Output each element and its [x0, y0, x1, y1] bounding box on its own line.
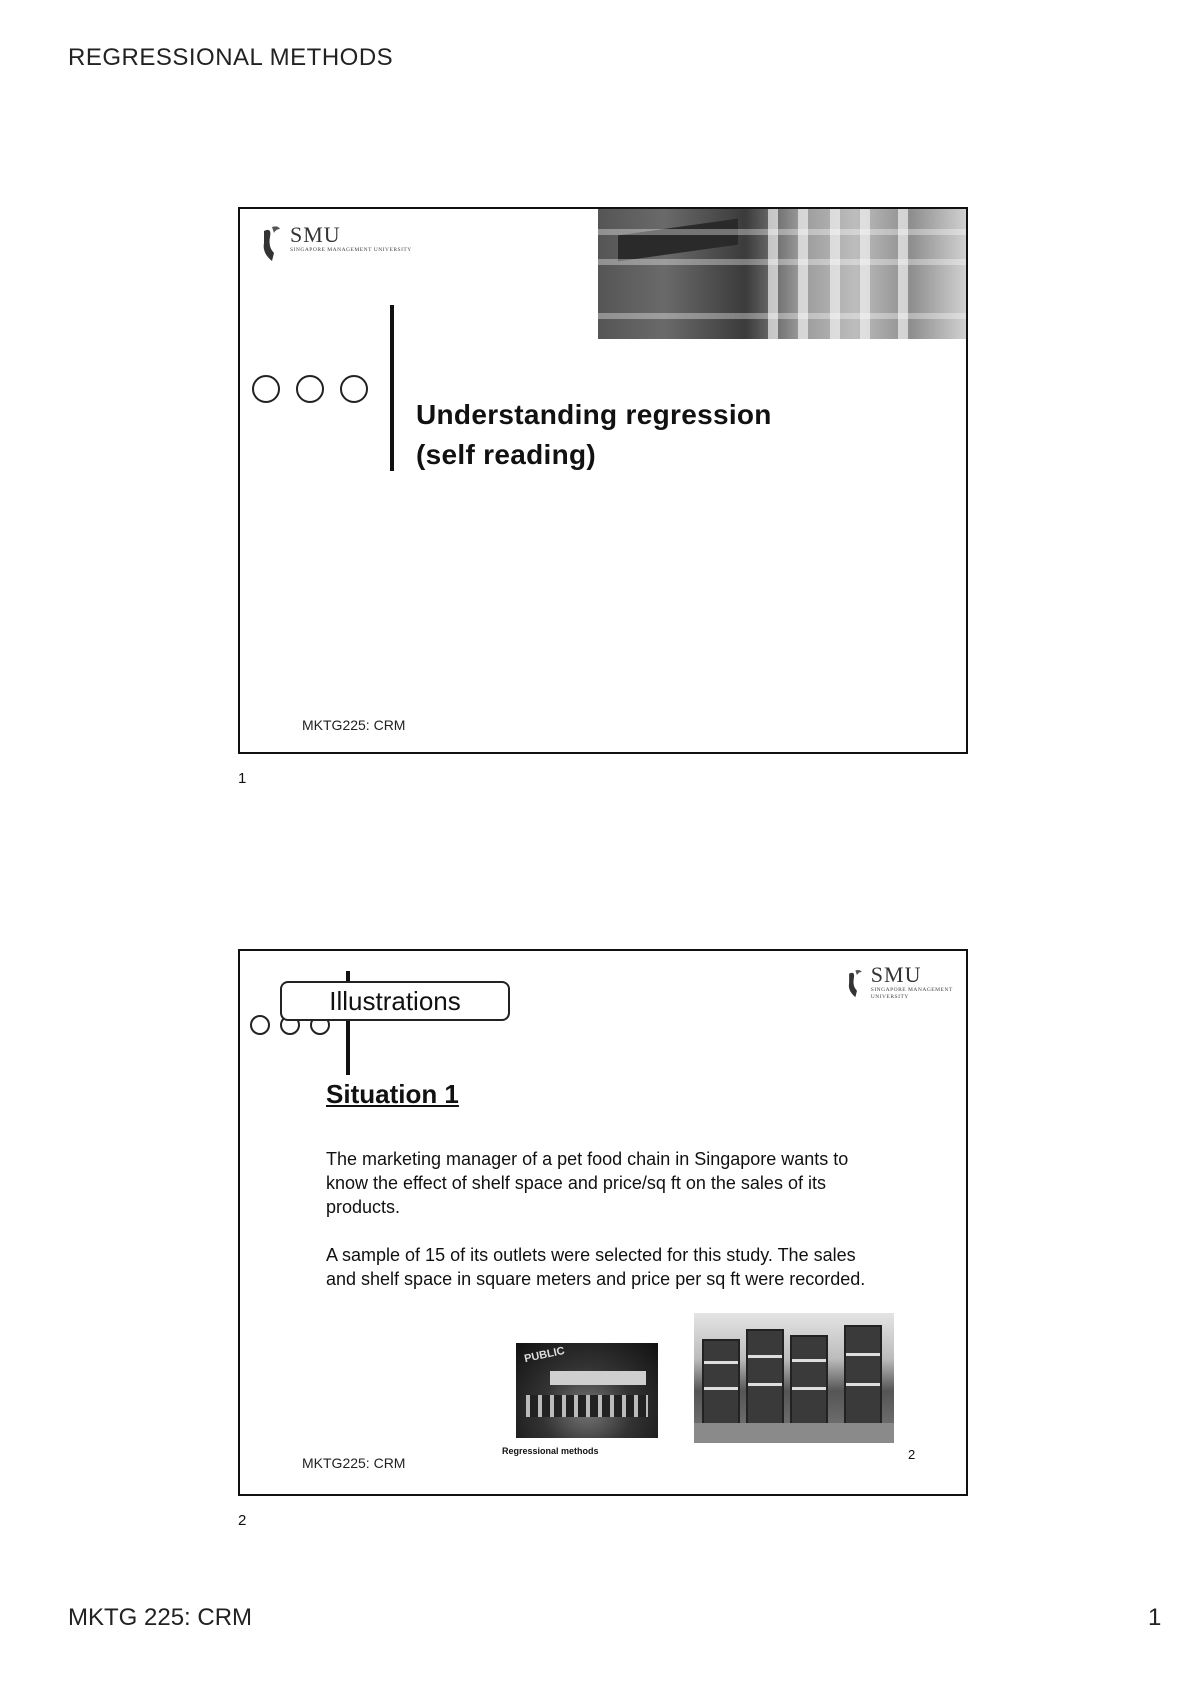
photo-caption: Regressional methods: [502, 1446, 599, 1456]
logo-name: SMU: [290, 222, 341, 247]
title-line-2: (self reading): [416, 439, 597, 470]
decorative-circles: [252, 375, 368, 403]
slide-number: 2: [908, 1447, 916, 1462]
slide-1: [238, 207, 968, 754]
circle-icon: [252, 375, 280, 403]
building-photo: [598, 209, 966, 339]
smu-logo: [260, 223, 412, 263]
slide-2: [238, 949, 968, 1496]
title-line-1: Understanding regression: [416, 399, 772, 430]
logo-subtitle: SINGAPORE MANAGEMENT UNIVERSITY: [870, 987, 953, 1000]
smu-logo-icon: [846, 963, 865, 1003]
paragraph-1: The marketing manager of a pet food chain in Singapore wants to know the effect of shelf space and price/sq ft on the sales of its products.: [326, 1149, 849, 1217]
slide-index-2: 2: [238, 1512, 247, 1529]
title-divider: [390, 305, 394, 471]
circle-icon: [250, 1015, 270, 1035]
course-label: MKTG225: CRM: [302, 1455, 406, 1471]
course-label: MKTG225: CRM: [302, 717, 406, 733]
situation-heading: Situation 1: [326, 1079, 459, 1109]
page-footer-course: MKTG 225: CRM: [68, 1604, 253, 1631]
illustrations-tab: Illustrations: [280, 981, 510, 1021]
page-number: 1: [1148, 1604, 1162, 1631]
paragraph-2: A sample of 15 of its outlets were selected for this study. The sales and shelf space in square meters and price per sq ft were recorded.: [326, 1245, 866, 1289]
smu-logo: [846, 963, 966, 1003]
circle-icon: [296, 375, 324, 403]
market-photo: PUBLIC: [516, 1343, 658, 1438]
slide-index-1: 1: [238, 770, 247, 787]
slide-title: [416, 395, 772, 475]
street-photo: [694, 1313, 894, 1443]
logo-subtitle: SINGAPORE MANAGEMENT UNIVERSITY: [290, 247, 412, 253]
logo-name: SMU: [870, 962, 922, 987]
page-header: REGRESSIONAL METHODS: [68, 44, 394, 71]
smu-logo-icon: [260, 223, 284, 263]
circle-icon: [340, 375, 368, 403]
